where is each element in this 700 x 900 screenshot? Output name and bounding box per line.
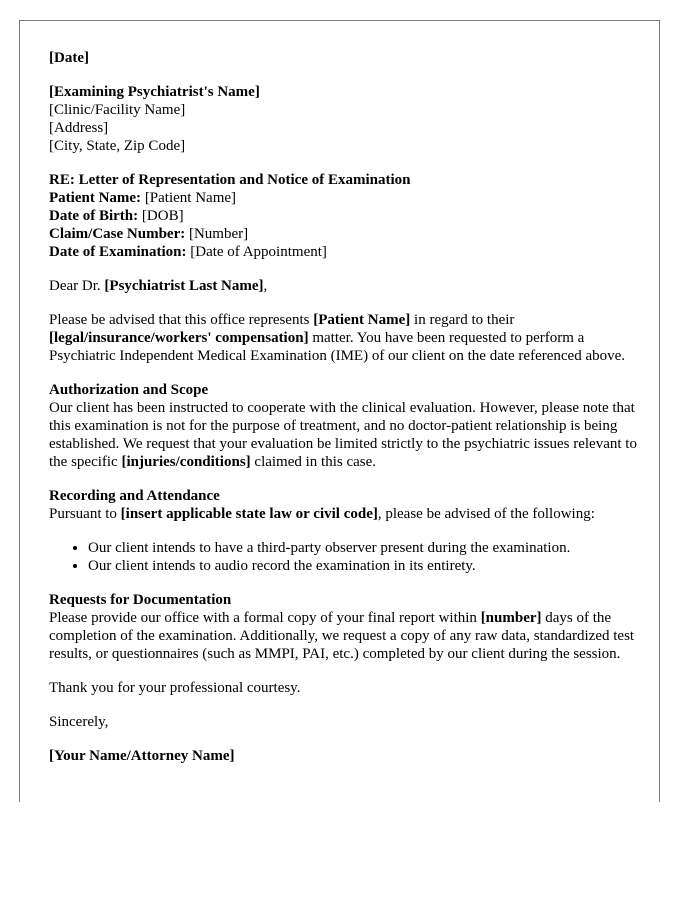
recording-list — [49, 539, 641, 575]
exam-date-line — [49, 243, 641, 261]
intro-matter-type: [legal/insurance/workers' compensation] — [49, 330, 309, 346]
exam-date-value: [Date of Appointment] — [186, 244, 327, 260]
recording-section — [49, 487, 641, 575]
authorization-text: Our client has been instructed to cooperate with the clinical evaluation. However, please note that this examination is not for the purpose of treatment, and no doctor-patient relationship is being established. We request that your evaluation be limited strictly to the psychiatric issues relevant to the specific [injuries/conditions] claimed in this case. — [49, 400, 637, 470]
list-item: • Our client intends to have a third-party observer present during the examination. — [88, 539, 641, 557]
authorization-section — [49, 381, 641, 471]
documentation-text: Please provide our office with a formal copy of your final report within [number] days of the completion of the examination. Additionally, we request a copy of any raw data, standardized test results, or questionnaires (such as MMPI, PAI, etc.) completed by our client during the session. — [49, 610, 635, 662]
salutation: Dear Dr. [Psychiatrist Last Name], — [49, 278, 268, 294]
subject-line: RE: Letter of Representation and Notice of Examination — [49, 172, 411, 188]
closing-thanks: Thank you for your professional courtesy. — [49, 680, 301, 696]
recording-title: Recording and Attendance — [49, 488, 220, 504]
claim-number-value: [Number] — [185, 226, 249, 242]
recipient-facility: [Clinic/Facility Name] — [49, 102, 186, 118]
recipient-name: [Examining Psychiatrist's Name] — [49, 84, 260, 100]
recipient-city-state-zip: [City, State, Zip Code] — [49, 138, 186, 154]
recording-law: [insert applicable state law or civil code] — [120, 506, 378, 522]
reference-block — [49, 171, 641, 261]
authorization-title: Authorization and Scope — [49, 382, 209, 398]
letter-page — [19, 20, 660, 802]
closing-signoff: Sincerely, — [49, 714, 109, 730]
salutation-name: [Psychiatrist Last Name] — [104, 278, 264, 294]
intro-paragraph: Please be advised that this office represents [Patient Name] in regard to their [legal/insurance/workers' compensation] matter. You have been requested to perform a Psychiatric Independent Medical Examination (IME) of our client on the date referenced above. — [49, 312, 626, 364]
patient-name-value: [Patient Name] — [141, 190, 237, 206]
patient-name-line — [49, 189, 641, 207]
recording-intro: Pursuant to [insert applicable state law or civil code], please be advised of the following: — [49, 506, 595, 522]
list-item: • Our client intends to audio record the examination in its entirety. — [88, 557, 641, 575]
documentation-section — [49, 591, 641, 663]
letter-content — [49, 49, 641, 781]
recipient-address-block — [49, 83, 641, 155]
dob-label: Date of Birth: — [49, 208, 139, 224]
date-placeholder: [Date] — [49, 50, 89, 66]
letter-date — [49, 49, 641, 67]
dob-value: [DOB] — [138, 208, 184, 224]
exam-date-label: Date of Examination: — [49, 244, 187, 260]
patient-name-label: Patient Name: — [49, 190, 142, 206]
recipient-address: [Address] — [49, 120, 109, 136]
claim-number-label: Claim/Case Number: — [49, 226, 186, 242]
signature-name: [Your Name/Attorney Name] — [49, 748, 235, 764]
dob-line — [49, 207, 641, 225]
documentation-title: Requests for Documentation — [49, 592, 232, 608]
signature — [49, 747, 641, 765]
documentation-days: [number] — [480, 610, 542, 626]
intro-patient-name: [Patient Name] — [313, 312, 411, 328]
claim-number-line — [49, 225, 641, 243]
authorization-injuries: [injuries/conditions] — [121, 454, 251, 470]
